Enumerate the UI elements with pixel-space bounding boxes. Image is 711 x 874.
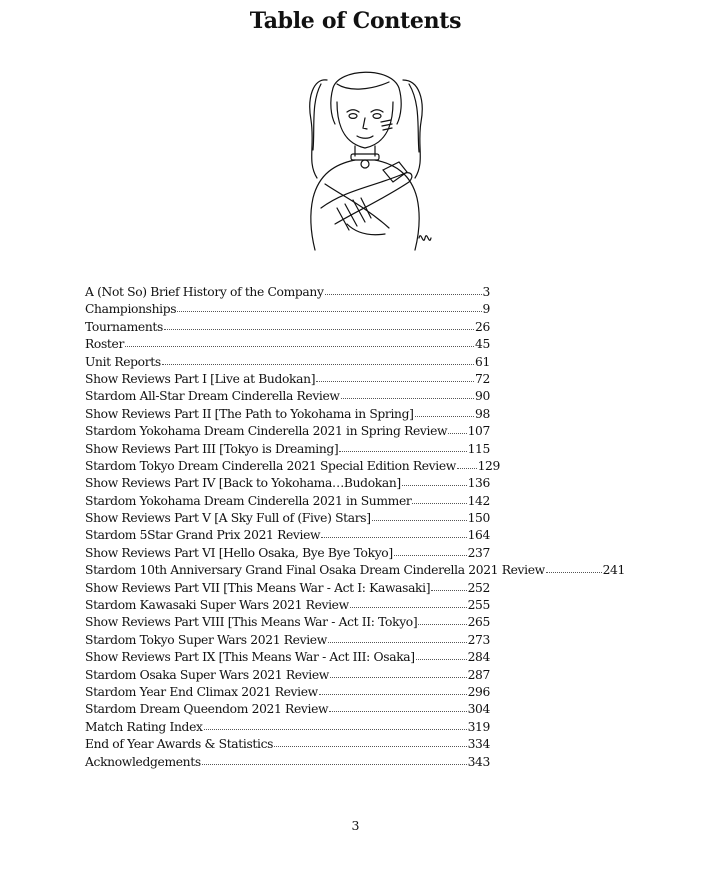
toc-entry[interactable] xyxy=(85,285,490,302)
toc-entry[interactable] xyxy=(85,407,490,424)
toc-entry[interactable] xyxy=(85,581,490,598)
toc-entry[interactable] xyxy=(85,424,490,441)
dot-leader xyxy=(319,694,467,695)
toc-entry-page: 252 xyxy=(467,580,490,595)
toc-entry-title: Show Reviews Part VIII [This Means War - Act II: Tokyo] xyxy=(85,615,418,630)
toc-entry[interactable] xyxy=(85,442,490,459)
dot-leader xyxy=(431,590,466,591)
toc-entry-page: 343 xyxy=(467,754,490,769)
toc-entry[interactable] xyxy=(85,737,490,754)
toc-entry-page: 3 xyxy=(482,285,490,299)
dot-leader xyxy=(350,607,467,608)
toc-entry-title: Show Reviews Part V [A Sky Full of (Five) Stars] xyxy=(85,511,371,526)
dot-leader xyxy=(402,485,467,486)
toc-entry-title: Acknowledgements xyxy=(85,754,201,769)
dot-leader xyxy=(372,520,467,521)
toc-entry[interactable] xyxy=(85,685,490,702)
toc-entry-page: 287 xyxy=(467,667,490,682)
dot-leader xyxy=(177,311,481,312)
toc-entry-page: 90 xyxy=(475,389,490,404)
dot-leader xyxy=(457,468,477,469)
dot-leader xyxy=(325,294,482,295)
dot-leader xyxy=(204,729,467,730)
dot-leader xyxy=(416,659,467,660)
dot-leader xyxy=(415,416,474,417)
toc-entry-title: Show Reviews Part IX [This Means War - Act III: Osaka] xyxy=(85,650,415,665)
dot-leader xyxy=(164,329,474,330)
toc-entry[interactable] xyxy=(85,302,490,319)
toc-entry-page: 304 xyxy=(467,702,490,717)
toc-entry-page: 45 xyxy=(475,337,490,352)
dot-leader xyxy=(316,381,474,382)
toc-entry-page: 284 xyxy=(467,650,490,665)
toc-entry[interactable] xyxy=(85,598,490,615)
toc-entry-title: Championships xyxy=(85,302,177,317)
toc-entry-title: A (Not So) Brief History of the Company xyxy=(85,285,324,299)
toc-entry[interactable] xyxy=(85,650,490,667)
toc-entry-title: Stardom Yokohama Dream Cinderella 2021 in Spring Review xyxy=(85,424,448,439)
toc-entry-title: Stardom Kawasaki Super Wars 2021 Review xyxy=(85,598,349,613)
toc-entry[interactable] xyxy=(85,668,490,685)
toc-entry-title: Stardom Year End Climax 2021 Review xyxy=(85,684,318,699)
toc-entry[interactable] xyxy=(85,494,490,511)
toc-entry-page: 319 xyxy=(467,719,490,734)
toc-entry-title: Tournaments xyxy=(85,319,163,334)
toc-entry-page: 72 xyxy=(475,371,490,386)
toc-entry-page: 142 xyxy=(467,493,490,508)
toc-entry-page: 98 xyxy=(475,406,490,421)
toc-entry-page: 265 xyxy=(467,615,490,630)
dot-leader xyxy=(394,555,467,556)
toc-entry-title: Show Reviews Part IV [Back to Yokohama…Budokan] xyxy=(85,476,401,491)
toc-entry-title: Show Reviews Part I [Live at Budokan] xyxy=(85,371,316,386)
toc-entry-title: Stardom Dream Queendom 2021 Review xyxy=(85,702,329,717)
dot-leader xyxy=(321,537,466,538)
toc-entry[interactable] xyxy=(85,511,490,528)
toc-entry-title: Stardom All-Star Dream Cinderella Review xyxy=(85,389,340,404)
toc-entry-title: Stardom 10th Anniversary Grand Final Osaka Dream Cinderella 2021 Review xyxy=(85,563,545,578)
toc-entry-page: 9 xyxy=(482,302,490,317)
toc-entry-page: 164 xyxy=(467,528,490,543)
dot-leader xyxy=(330,677,467,678)
toc-entry-page: 136 xyxy=(467,476,490,491)
toc-entry-title: Unit Reports xyxy=(85,354,161,369)
toc-entry[interactable] xyxy=(85,337,490,354)
toc-entry-title: Stardom Osaka Super Wars 2021 Review xyxy=(85,667,329,682)
toc-entry[interactable] xyxy=(85,372,490,389)
dot-leader xyxy=(546,572,602,573)
page-number: 3 xyxy=(351,818,360,833)
toc-entry[interactable] xyxy=(85,528,490,545)
dot-leader xyxy=(448,433,466,434)
toc-entry-title: Stardom Tokyo Dream Cinderella 2021 Special Edition Review xyxy=(85,458,456,473)
dot-leader xyxy=(329,711,466,712)
table-of-contents xyxy=(85,285,625,772)
toc-entry[interactable] xyxy=(85,546,490,563)
toc-entry-page: 334 xyxy=(467,737,490,752)
toc-entry[interactable] xyxy=(85,720,490,737)
toc-entry[interactable] xyxy=(85,702,490,719)
toc-entry-title: End of Year Awards & Statistics xyxy=(85,737,274,752)
dot-leader xyxy=(412,503,466,504)
toc-entry-page: 237 xyxy=(467,545,490,560)
toc-entry-page: 61 xyxy=(475,354,490,369)
toc-entry[interactable] xyxy=(85,633,490,650)
dot-leader xyxy=(202,764,467,765)
toc-entry-page: 26 xyxy=(475,319,490,334)
toc-entry-page: 129 xyxy=(477,458,500,473)
dot-leader xyxy=(162,364,474,365)
toc-entry-page: 273 xyxy=(467,632,490,647)
toc-entry[interactable] xyxy=(85,459,500,476)
toc-entry[interactable] xyxy=(85,755,490,772)
dot-leader xyxy=(125,346,474,347)
dot-leader xyxy=(341,398,474,399)
toc-entry-page: 115 xyxy=(467,441,490,456)
dot-leader xyxy=(339,451,466,452)
toc-entry-title: Show Reviews Part VII [This Means War - Act I: Kawasaki] xyxy=(85,580,431,595)
toc-entry[interactable] xyxy=(85,563,625,580)
toc-entry-page: 107 xyxy=(467,424,490,439)
toc-entry[interactable] xyxy=(85,320,490,337)
portrait-illustration xyxy=(285,58,445,254)
dot-leader xyxy=(418,624,466,625)
toc-entry[interactable] xyxy=(85,615,490,632)
toc-entry-page: 150 xyxy=(467,511,490,526)
toc-entry-title: Roster xyxy=(85,337,124,352)
toc-entry[interactable] xyxy=(85,476,490,493)
toc-entry-title: Show Reviews Part II [The Path to Yokohama in Spring] xyxy=(85,406,414,421)
toc-entry-title: Show Reviews Part III [Tokyo is Dreaming] xyxy=(85,441,339,456)
toc-entry-page: 296 xyxy=(467,684,490,699)
toc-entry[interactable] xyxy=(85,355,490,372)
toc-entry-title: Stardom Yokohama Dream Cinderella 2021 in Summer xyxy=(85,493,412,508)
toc-entry-title: Stardom Tokyo Super Wars 2021 Review xyxy=(85,632,327,647)
toc-entry-title: Match Rating Index xyxy=(85,719,203,734)
page-title: Table of Contents xyxy=(249,8,462,34)
toc-entry-page: 241 xyxy=(602,563,625,578)
toc-entry[interactable] xyxy=(85,389,490,406)
toc-entry-title: Stardom 5Star Grand Prix 2021 Review xyxy=(85,528,321,543)
dot-leader xyxy=(328,642,467,643)
toc-entry-title: Show Reviews Part VI [Hello Osaka, Bye Bye Tokyo] xyxy=(85,545,393,560)
dot-leader xyxy=(274,746,466,747)
toc-entry-page: 255 xyxy=(467,598,490,613)
